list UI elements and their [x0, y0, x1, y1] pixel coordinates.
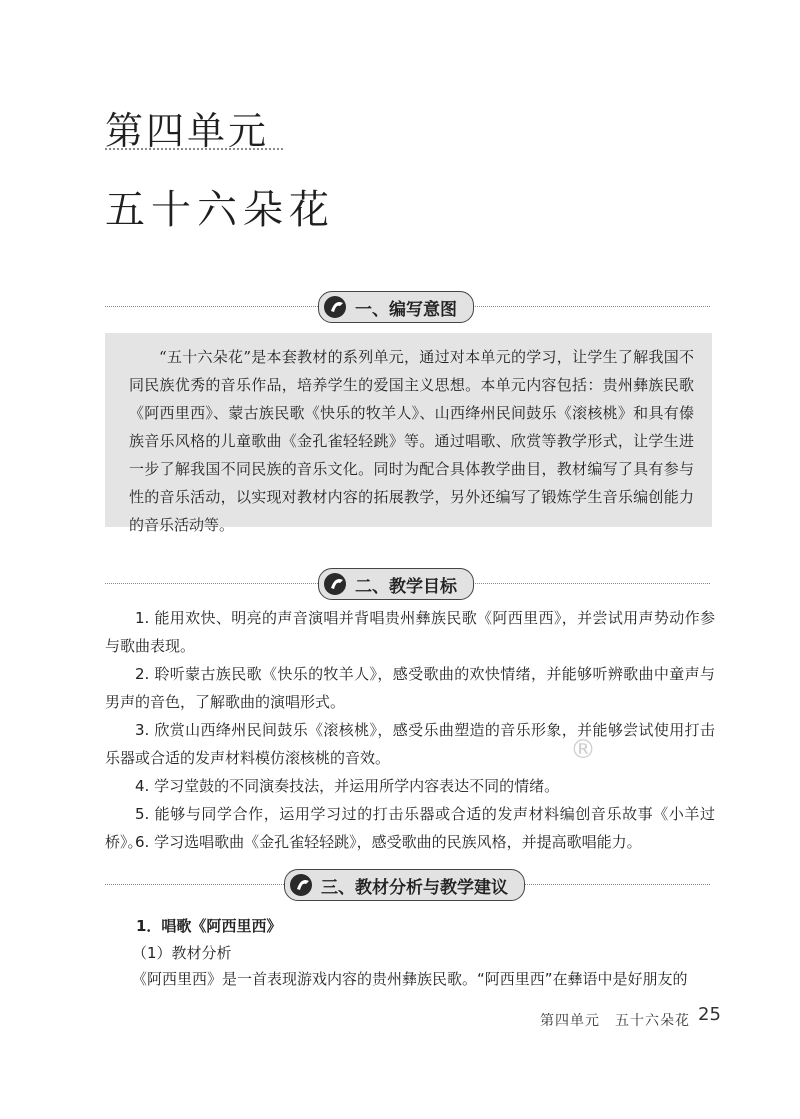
goal-item: 6. 学习选唱歌曲《金孔雀轻轻跳》，感受歌曲的民族风格，并提高歌唱能力。 [135, 833, 642, 851]
analysis-text: 《阿西里西》是一首表现游戏内容的贵州彝族民歌。“阿西里西”在彝语中是好朋友的 [132, 970, 688, 988]
music-note-icon [323, 295, 351, 319]
section-title: 三、教材分析与教学建议 [321, 877, 508, 898]
goal-item: 3. 欣赏山西绛州民间鼓乐《滚核桃》，感受乐曲塑造的音乐形象，并能够尝试使用打击乐器或合适的发声材料模仿滚核桃的音效。 [105, 721, 715, 767]
analysis-item-title: 1．唱歌《阿西里西》 [136, 917, 282, 935]
intent-box [105, 333, 712, 534]
unit-title: 第四单元 [105, 109, 270, 153]
goal-item: 1. 能用欢快、明亮的声音演唱并背唱贵州彝族民歌《阿西里西》，并尝试用声势动作参与歌曲表现。 [105, 609, 715, 655]
chapter-title: 五十六朵花 [105, 187, 335, 233]
analysis-subtitle: （1）教材分析 [132, 944, 232, 962]
intent-paragraph: “五十六朵花”是本套教材的系列单元，通过对本单元的学习，让学生了解我国不同民族优秀的音乐作品，培养学生的爱国主义思想。本单元内容包括：贵州彝族民歌《阿西里西》、蒙古族民歌《快乐的牧羊人》、山西绛州民间鼓乐《滚核桃》和具有傣族音乐风格的儿童歌曲《金孔雀轻轻跳》等。通过唱歌、欣赏等教学形式，让学生进一步了解我国不同民族的音乐文化。同时为配合具体教学曲目，教材编写了具有参与性的音乐活动，以实现对教材内容的拓展教学，另外还编写了锻炼学生音乐编创能力的音乐活动等。 [129, 348, 694, 534]
unit-title-rule [105, 148, 283, 150]
section-header-intent [318, 291, 474, 323]
music-note-icon [323, 572, 351, 596]
goal-item: 4. 学习堂鼓的不同演奏技法，并运用所学内容表达不同的情绪。 [135, 777, 560, 795]
page-number: 25 [698, 1004, 721, 1025]
running-head: 第四单元 五十六朵花 [540, 1013, 690, 1029]
goal-item: 5. 能够与同学合作，运用学习过的打击乐器或合适的发声材料编创音乐故事《小羊过桥》。 [105, 805, 715, 851]
registered-watermark: ® [570, 735, 596, 765]
section-header-goals [318, 568, 474, 600]
section-title: 二、教学目标 [355, 576, 457, 597]
section-header-analysis [284, 869, 525, 901]
music-note-icon [289, 873, 317, 897]
section-title: 一、编写意图 [355, 299, 457, 320]
goal-item: 2. 聆听蒙古族民歌《快乐的牧羊人》，感受歌曲的欢快情绪，并能够听辨歌曲中童声与男声的音色，了解歌曲的演唱形式。 [105, 665, 715, 711]
